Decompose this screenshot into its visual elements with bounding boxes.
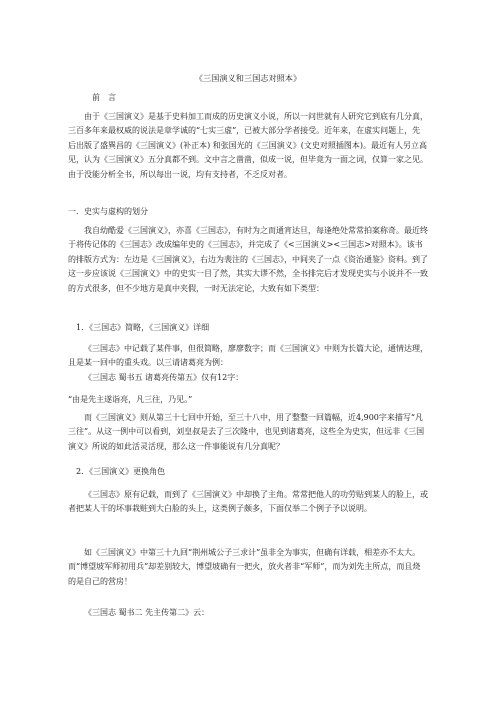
section1-paragraph: 我自幼酷爱《三国演义》，亦喜《三国志》，有时为之而通宵达旦，每逢绝处常常拍案称奇。最近终于将传记体的《三国志》改成编年史的《三国志》，并完成了《<三国演义><三国志>对照本》。该书的排版方式为：左边是《三国演义》，右边为裴注的《三国志》，中间夹了一点《资治通鉴》资料。到了这一步应该说《三国演义》中的史实一目了然，其实大谬不然，全书排完后才发现史实与小说并不一致的方式很多，但不少地方是真中夹假，一时无法定论，大致有如下类型： xyxy=(68,226,428,293)
subsection-heading-1: 1．《三国志》简略，《三国演义》详细 xyxy=(76,323,210,332)
preface-paragraph: 由于《三国演义》是基于史料加工而成的历史演义小说，所以一问世就有人研究它到底有几分真，三百多年来最权威的说法是章学诚的“七实三虚”，已被大部分学者接受。近年来，在虚实问题上，先后出版了盛巽昌的《三国演义》(补正本) 和张国光的《三国演义》(文史对照插图本)。最近有人另立高见，认为《三国演义》五分真都不到。文中言之凿凿，似成一说，但毕竟为一面之词，仅算一家之见。由于没能分析全书，所以每出一说，均有支持者，不乏反对者。 xyxy=(68,112,428,179)
subsection-heading-2: 2．《三国演义》更换角色 xyxy=(76,467,166,476)
preface-heading: 前 言 xyxy=(92,93,116,102)
subsection2-paragraph-3: 《三国志 蜀书二 先主传第二》云： xyxy=(84,608,210,617)
subsection2-paragraph-1: 《三国志》原有记载，而到了《三国演义》中却换了主角。常常把他人的功劳贴到某人的脸上，或者把某人干的坏事栽赃到大白脸的头上，这类例子颇多，下面仅举二个例子予以说明。 xyxy=(68,490,428,514)
document-title: 《三国演义和三国志对照本》 xyxy=(194,73,302,83)
section-heading-1: 一．史实与虚构的划分 xyxy=(68,207,148,216)
subsection1-paragraph-3: 而《三国演义》则从第三十七回中开始，至三十八中，用了整整一回篇幅，近4,900字来描写“凡三往”。从这一例中可以看到，刘皇叔是去了三次隆中，也见到诸葛亮，这些全为史实，但远非《三国演义》所说的如此活灵活现，那么这一件事能说有几分真呢？ xyxy=(68,413,425,451)
subsection1-paragraph-2: 《三国志 蜀书五 诸葛亮传第五》仅有12字： xyxy=(84,373,244,382)
subsection2-paragraph-2: 如《三国演义》中第三十九回“荆州城公子三求计”虽非全为事实，但确有详载，相差亦不太大。而“博望坡军师初用兵”却差别较大，博望坡确有一把火，放火者非“军师”，而为刘先主所点，而且烧的是自己的营房！ xyxy=(68,548,421,586)
subsection1-paragraph-1: 《三国志》中记载了某件事，但很简略，廖廖数字；而《三国演义》中则为长篇大论，通情达理，且是某一回中的重头戏。以三请诸葛亮为例： xyxy=(68,344,428,368)
quote-text: “由是先主遂诣亮，凡三往，乃见。” xyxy=(68,395,193,404)
